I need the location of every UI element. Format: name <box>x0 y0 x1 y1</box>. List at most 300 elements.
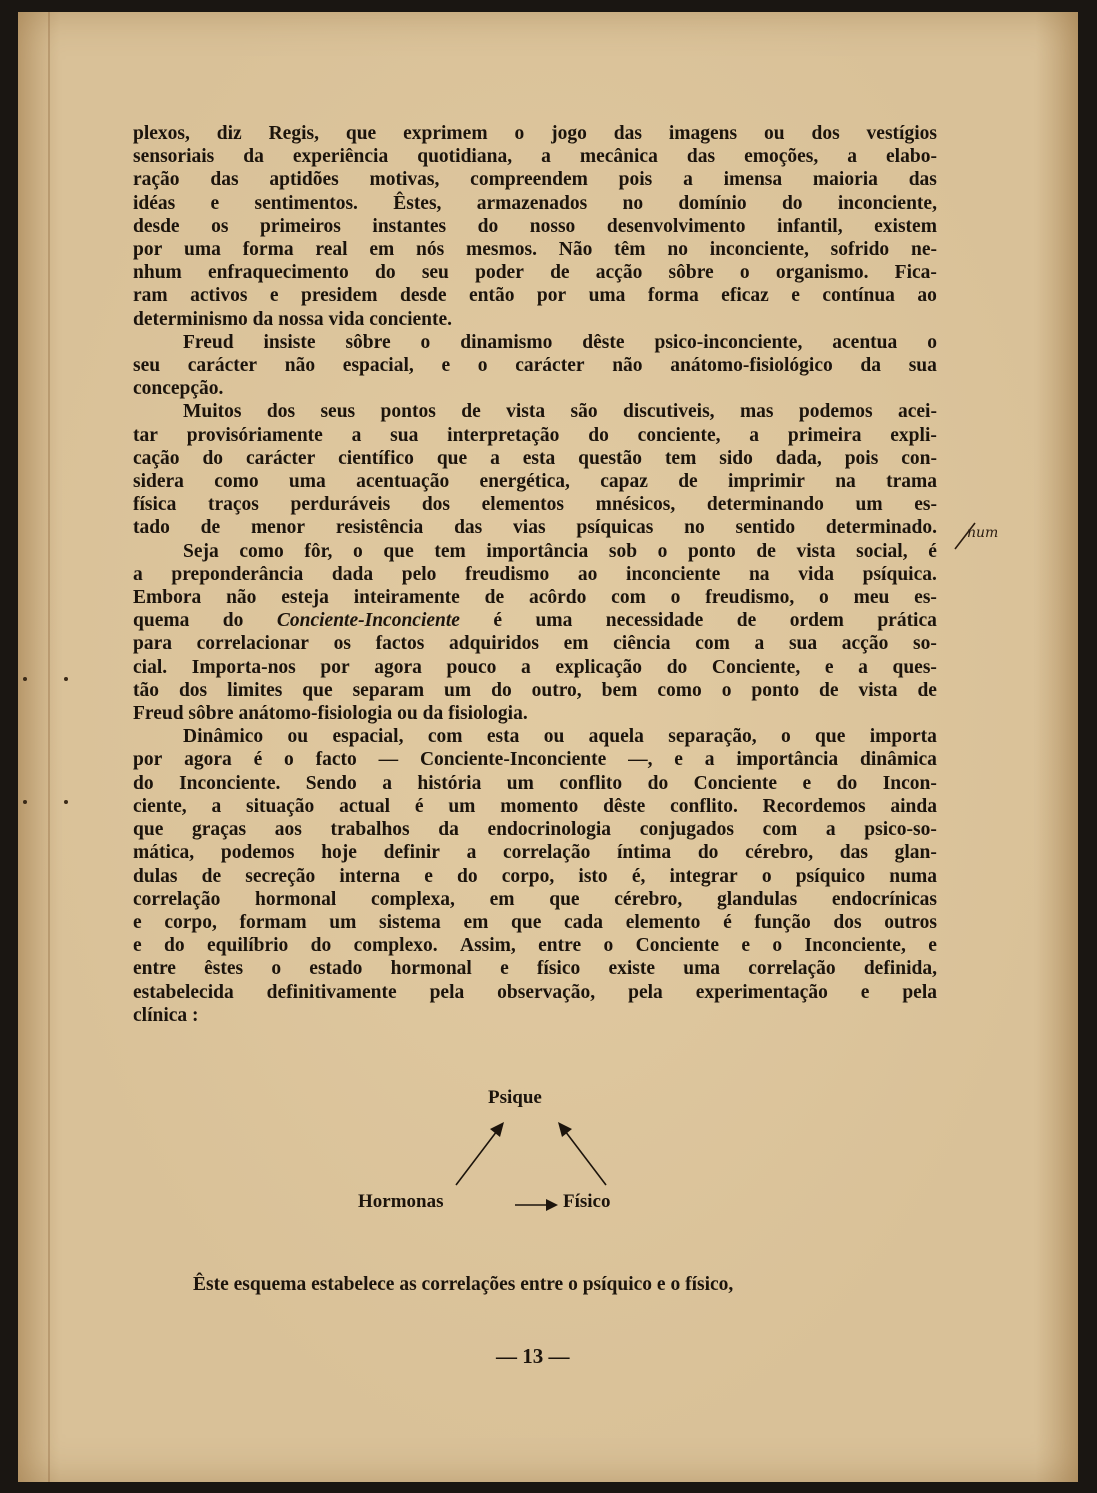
word: interna <box>339 865 401 887</box>
word: no <box>622 192 644 214</box>
word: mática, <box>133 842 195 864</box>
word: pela <box>902 981 937 1003</box>
word: na <box>748 563 770 585</box>
word: sido <box>719 447 753 469</box>
word: corpo, <box>164 911 217 933</box>
word: dos <box>833 911 862 933</box>
word: sob <box>608 540 638 562</box>
word: e <box>424 865 433 887</box>
word: —, <box>628 749 653 771</box>
word: pela <box>628 981 663 1003</box>
word: forma <box>647 285 699 307</box>
word: Muitos <box>183 401 242 423</box>
margin-speck <box>23 677 27 681</box>
word: mesmos. <box>466 239 537 261</box>
text-line: determinismo da nossa vida conciente. <box>133 308 453 330</box>
text-line <box>133 145 937 168</box>
word: em <box>489 888 515 910</box>
word: o <box>721 679 732 701</box>
word: Inconciente. <box>179 772 281 794</box>
word: estado <box>309 958 363 980</box>
word: — <box>378 749 399 771</box>
word: ram <box>133 285 168 307</box>
word: seu <box>421 262 449 284</box>
word: primeiros <box>260 215 341 237</box>
word: correlação <box>748 958 836 980</box>
word: não <box>612 355 643 377</box>
word: acentuação <box>356 471 450 493</box>
word: definitivamente <box>266 981 397 1003</box>
word: estabelecida <box>133 981 234 1003</box>
word: correlação <box>133 888 221 910</box>
word: sua <box>390 424 419 446</box>
word: Conciente <box>693 772 778 794</box>
word: dinamismo <box>460 331 553 353</box>
word: espacial, <box>342 355 414 377</box>
word: o <box>603 935 614 957</box>
word: pela <box>429 981 465 1003</box>
word: Incon- <box>882 772 937 794</box>
word: tão <box>133 679 159 701</box>
text-line <box>133 192 937 215</box>
word: con- <box>901 447 937 469</box>
word: sentimentos. <box>254 192 358 214</box>
word: uma <box>683 958 721 980</box>
word: perduráveis <box>290 494 391 516</box>
word: vestígios <box>866 123 937 144</box>
text-line <box>133 540 937 563</box>
word: es- <box>914 587 937 609</box>
word: um <box>506 772 534 794</box>
word: uma <box>588 285 626 307</box>
word: pois <box>618 169 653 191</box>
word: eficaz <box>721 285 769 307</box>
text-line <box>133 261 937 284</box>
word: um <box>329 911 357 933</box>
word: determinado. <box>825 517 937 539</box>
word: têm <box>614 239 646 261</box>
text-line <box>133 795 937 818</box>
word: nhum <box>133 262 182 284</box>
word: activos <box>190 285 248 307</box>
word: bem <box>601 679 638 701</box>
text-line <box>133 516 937 539</box>
word: esta <box>486 726 520 748</box>
word: a <box>858 656 868 678</box>
word: desenvolvimento <box>606 215 746 237</box>
word: o <box>284 749 294 771</box>
word: expli- <box>890 424 937 446</box>
word: que <box>345 123 377 144</box>
word: não <box>226 587 257 609</box>
word: cérebro, <box>614 888 683 910</box>
word: isto <box>578 865 608 887</box>
word: determinando <box>706 494 824 516</box>
word: do <box>666 656 688 678</box>
word: êstes <box>204 958 244 980</box>
word: esta <box>522 447 556 469</box>
word: compreendem <box>470 169 588 191</box>
word: freudismo <box>465 563 550 585</box>
word: exprimem <box>403 123 488 144</box>
word: um <box>448 795 476 817</box>
word: dos <box>178 679 208 701</box>
word: ao <box>577 563 598 585</box>
page-number: — 13 — <box>496 1344 570 1368</box>
word: definida, <box>863 958 937 980</box>
word: Êstes, <box>393 192 442 214</box>
word: e <box>802 772 812 794</box>
word: da <box>243 146 264 168</box>
word: energética, <box>479 471 570 493</box>
word: a <box>382 772 392 794</box>
word: glandulas <box>717 888 798 910</box>
word: ordem <box>789 610 844 632</box>
word: são <box>570 401 598 423</box>
word: carácter <box>515 355 585 377</box>
handwritten-margin-note <box>953 517 1013 557</box>
text-line: clínica : <box>133 1004 199 1026</box>
text-line <box>133 981 937 1004</box>
word: inconciente <box>626 563 721 585</box>
word: momento <box>500 795 579 817</box>
word: o <box>670 587 681 609</box>
word: pontos <box>380 401 436 423</box>
word: que <box>436 447 468 469</box>
word: e <box>210 192 220 214</box>
word: endocrinologia <box>487 819 612 841</box>
word: ao <box>917 285 937 307</box>
word: preponderância <box>171 563 304 585</box>
word: Conciente-Inconciente <box>419 749 607 771</box>
word: um <box>444 679 472 701</box>
word: graças <box>192 819 247 841</box>
word: ou <box>287 726 309 748</box>
word: dos <box>266 401 296 423</box>
word: e <box>674 749 683 771</box>
word: facto <box>315 749 357 771</box>
word: de <box>550 262 570 284</box>
text-line <box>133 632 937 655</box>
word: e <box>500 958 509 980</box>
book-page <box>18 12 1078 1482</box>
word: social, <box>856 540 908 562</box>
word: elemento <box>625 911 701 933</box>
word: contínua <box>822 285 895 307</box>
word: como <box>239 540 284 562</box>
word: insiste <box>263 331 316 353</box>
word: no <box>667 239 688 261</box>
diagram-label-psique: Psique <box>488 1087 542 1108</box>
word: observação, <box>497 981 596 1003</box>
word: experimentação <box>695 981 828 1003</box>
text-line <box>133 865 937 888</box>
word: menor <box>250 517 306 539</box>
word: e <box>133 911 142 933</box>
word: das <box>686 146 716 168</box>
word: dada <box>331 563 374 585</box>
word: é <box>253 749 263 771</box>
text-line <box>133 354 937 377</box>
word: plexos, <box>133 123 190 144</box>
word: que <box>511 911 542 933</box>
word: do <box>647 772 669 794</box>
word: real <box>315 239 348 261</box>
word: separam <box>352 679 425 701</box>
word: interpretação <box>447 424 560 446</box>
word: a <box>704 749 715 771</box>
text-line: concepção. <box>133 378 224 400</box>
word: definir <box>383 842 440 864</box>
word: científico <box>338 447 414 469</box>
word: forma <box>242 239 294 261</box>
word: outro, <box>531 679 582 701</box>
word: sentido <box>735 517 796 539</box>
word: que <box>815 726 846 748</box>
text-line <box>133 563 937 586</box>
word: traços <box>207 494 259 516</box>
word: dinâmica <box>860 749 937 771</box>
word: das <box>454 517 483 539</box>
text-line <box>133 911 937 934</box>
word: psíquica. <box>862 563 937 585</box>
word: do <box>164 935 185 957</box>
word: imprimir <box>727 471 805 493</box>
word: o <box>780 726 791 748</box>
word: formam <box>239 911 307 933</box>
word: poder <box>475 262 524 284</box>
word: a <box>490 447 500 469</box>
word: armazenados <box>476 192 588 214</box>
word: o <box>420 331 431 353</box>
word: existe <box>608 958 656 980</box>
word: em <box>463 911 489 933</box>
word: Fica- <box>894 262 937 284</box>
word: ciência <box>613 633 671 655</box>
word: limites <box>227 679 283 701</box>
word: nosso <box>529 215 576 237</box>
word: físico <box>536 958 581 980</box>
word: anátomo-fisiológico <box>670 355 833 377</box>
word: Sendo <box>305 772 357 794</box>
word: experiência <box>292 146 389 168</box>
text-line <box>133 818 937 841</box>
word: de <box>201 865 222 887</box>
word: podemos <box>220 842 295 864</box>
word: do <box>457 865 478 887</box>
word: discutiveis, <box>622 401 715 423</box>
word: mecânica <box>579 146 658 168</box>
word: uma <box>184 239 221 261</box>
word: uma <box>535 610 573 632</box>
word: motivas, <box>369 169 440 191</box>
word: o <box>271 958 282 980</box>
word: imagens <box>668 123 738 144</box>
word: o <box>739 262 750 284</box>
text-line <box>133 400 937 423</box>
word: em <box>369 239 395 261</box>
word: e <box>860 981 870 1003</box>
word: conflito. <box>670 795 738 817</box>
word: inconciente, <box>709 239 809 261</box>
word: primeira <box>787 424 862 446</box>
word: o <box>353 540 363 562</box>
word: numa <box>889 865 937 887</box>
word: Não <box>558 239 593 261</box>
word: por <box>320 656 350 678</box>
word: ciente, <box>133 795 187 817</box>
word: de <box>819 679 839 701</box>
text-line <box>133 493 937 516</box>
word: idéas <box>133 192 176 214</box>
word: jogo <box>551 123 587 144</box>
word: ques- <box>892 656 937 678</box>
word: e <box>928 935 937 957</box>
word: na <box>835 471 856 493</box>
word: com <box>695 633 730 655</box>
text-line <box>133 656 937 679</box>
word: importância <box>486 540 589 562</box>
word: diz <box>216 123 242 144</box>
word: resistência <box>335 517 424 539</box>
text-line <box>133 168 937 191</box>
word: de <box>736 610 757 632</box>
margin-speck <box>64 800 68 804</box>
word: que <box>133 819 164 841</box>
word: do <box>697 842 719 864</box>
word: e <box>133 935 142 957</box>
word: aptidões <box>269 169 339 191</box>
word: entre <box>538 935 582 957</box>
word: é, <box>631 865 646 887</box>
word: mas <box>739 401 774 423</box>
word: hormonal <box>255 888 337 910</box>
word: capaz <box>600 471 648 493</box>
arrowhead-icon <box>546 1199 558 1211</box>
diagram-arrows <box>358 1087 688 1237</box>
word: vista <box>796 540 836 562</box>
word: acção <box>595 262 643 284</box>
word: espacial, <box>332 726 404 748</box>
word: inteiramente <box>353 587 460 609</box>
word: entre <box>133 958 176 980</box>
word: e <box>269 285 279 307</box>
word: ração <box>133 169 180 191</box>
word: a <box>754 633 765 655</box>
word: hoje <box>321 842 357 864</box>
word: pouco <box>446 656 497 678</box>
word: acção <box>841 633 889 655</box>
word: do <box>222 610 244 632</box>
word: instantes <box>372 215 447 237</box>
word: o <box>927 331 937 353</box>
word: emoções, <box>744 146 819 168</box>
word: quema <box>133 610 190 632</box>
margin-speck <box>23 800 27 804</box>
word: do <box>133 772 154 794</box>
word: acôrdo <box>528 587 587 609</box>
word: dada, <box>775 447 822 469</box>
word: psico-so- <box>864 819 937 841</box>
text-line <box>133 609 937 632</box>
word: esteja <box>281 587 329 609</box>
word: pois <box>844 447 879 469</box>
word: domínio <box>678 192 747 214</box>
word: psico-inconciente, <box>654 331 803 353</box>
word: Conciente-Inconciente <box>276 610 460 632</box>
word: tem <box>664 447 697 469</box>
word: sôbre <box>345 331 391 353</box>
word: Dinâmico <box>183 726 264 748</box>
word: sua <box>788 633 818 655</box>
margin-note-text: num <box>967 525 999 541</box>
word: ou <box>763 123 785 144</box>
word: no <box>684 517 705 539</box>
word: organismo. <box>775 262 869 284</box>
word: aos <box>274 819 302 841</box>
word: questão <box>578 447 643 469</box>
word: ponto <box>688 540 736 562</box>
word: seus <box>320 401 356 423</box>
word: não <box>284 355 316 377</box>
text-line <box>133 888 937 911</box>
word: Embora <box>133 587 202 609</box>
word: hormonal <box>390 958 472 980</box>
word: o <box>657 540 668 562</box>
word: então <box>468 285 515 307</box>
word: sidera <box>133 471 184 493</box>
word: cial. <box>133 656 168 678</box>
word: Assim, <box>459 935 516 957</box>
word: maioria <box>812 169 878 191</box>
arrow-hormonas-psique <box>456 1127 500 1185</box>
word: factos <box>375 633 425 655</box>
word: os <box>211 215 229 237</box>
text-line <box>133 586 937 609</box>
word: importa <box>869 726 937 748</box>
word: a <box>825 819 836 841</box>
word: do <box>375 262 396 284</box>
word: de <box>461 401 481 423</box>
word: mnésicos, <box>595 494 676 516</box>
word: íntima <box>617 842 672 864</box>
word: complexo. <box>353 935 438 957</box>
word: tar <box>133 424 158 446</box>
word: provisóriamente <box>186 424 323 446</box>
text-line <box>133 215 937 238</box>
text-line <box>133 331 937 354</box>
word: vista <box>506 401 546 423</box>
word: Seja <box>183 540 219 562</box>
word: imensa <box>723 169 783 191</box>
word: do <box>491 679 512 701</box>
word: seu <box>133 355 161 377</box>
word: necessidade <box>605 610 704 632</box>
word: cérebro, <box>745 842 814 864</box>
text-line <box>133 238 937 261</box>
word: cada <box>564 911 604 933</box>
diagram-label-hormonas: Hormonas <box>358 1191 444 1212</box>
word: carácter <box>187 355 258 377</box>
word: o <box>477 355 488 377</box>
word: de <box>200 517 221 539</box>
word: equilíbrio <box>207 935 289 957</box>
word: com <box>427 726 463 748</box>
text-line <box>133 470 937 493</box>
word: acei- <box>898 401 937 423</box>
word: dêste <box>582 331 625 353</box>
word: com <box>611 587 646 609</box>
